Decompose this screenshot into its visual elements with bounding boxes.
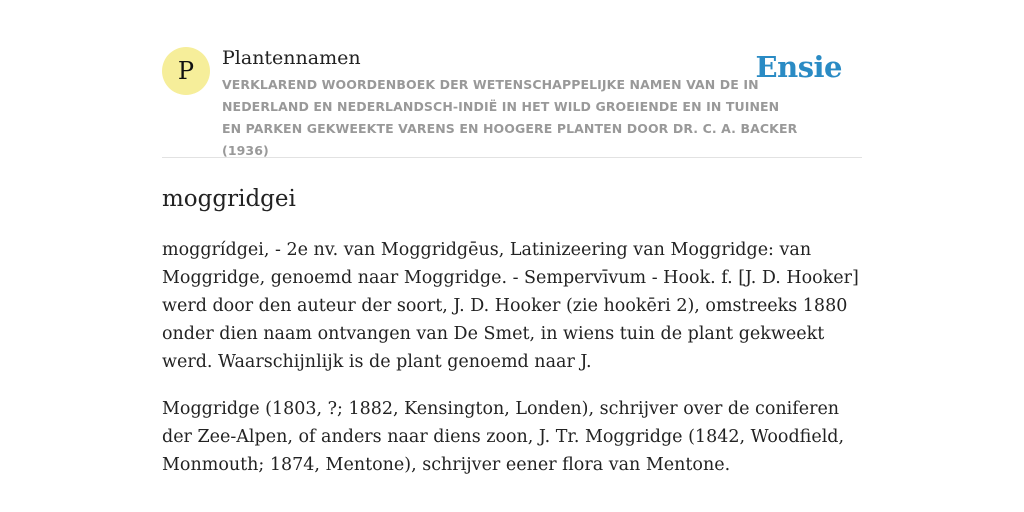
ensie-logo-link[interactable]: Ensie bbox=[755, 50, 842, 84]
source-avatar[interactable]: P bbox=[162, 47, 210, 95]
entry-body bbox=[162, 236, 862, 479]
source-subtitle: VERKLAREND WOORDENBOEK DER WETENSCHAPPELIJKE NAMEN VAN DE IN NEDERLAND EN NEDERLANDSCH-INDIË IN HET WILD GROEIENDE EN IN TUINEN EN PARKEN GEKWEEKTE VARENS EN HOOGERE PLANTEN DOOR DR. C. A. BACKER (1936) bbox=[222, 77, 798, 158]
entry-paragraph-2: Moggridge (1803, ?; 1882, Kensington, Londen), schrijver over de coniferen der Zee-Alpen, of anders naar diens zoon, J. Tr. Moggridge (1842, Woodfield, Monmouth; 1874, Mentone), schrijver eener flora van Mentone. bbox=[162, 399, 845, 475]
source-meta bbox=[222, 46, 802, 162]
source-header bbox=[162, 44, 862, 158]
entry-paragraph-1: moggrídgei, - 2e nv. van Moggridgēus, Latinizeering van Moggridge: van Moggridge, genoemd naar Moggridge. - Sempervīvum - Hook. f. [J. D. Hooker] werd door den auteur der soort, J. D. Hooker (zie hookēri 2), omstreeks 1880 onder dien naam ontvangen van De Smet, in wiens tuin de plant gekweekt werd. Waarschijnlijk is de plant genoemd naar J. bbox=[162, 240, 859, 372]
source-title[interactable]: Plantennamen bbox=[222, 47, 361, 69]
entry-card bbox=[162, 44, 862, 479]
entry-headword: moggridgei bbox=[162, 186, 296, 212]
